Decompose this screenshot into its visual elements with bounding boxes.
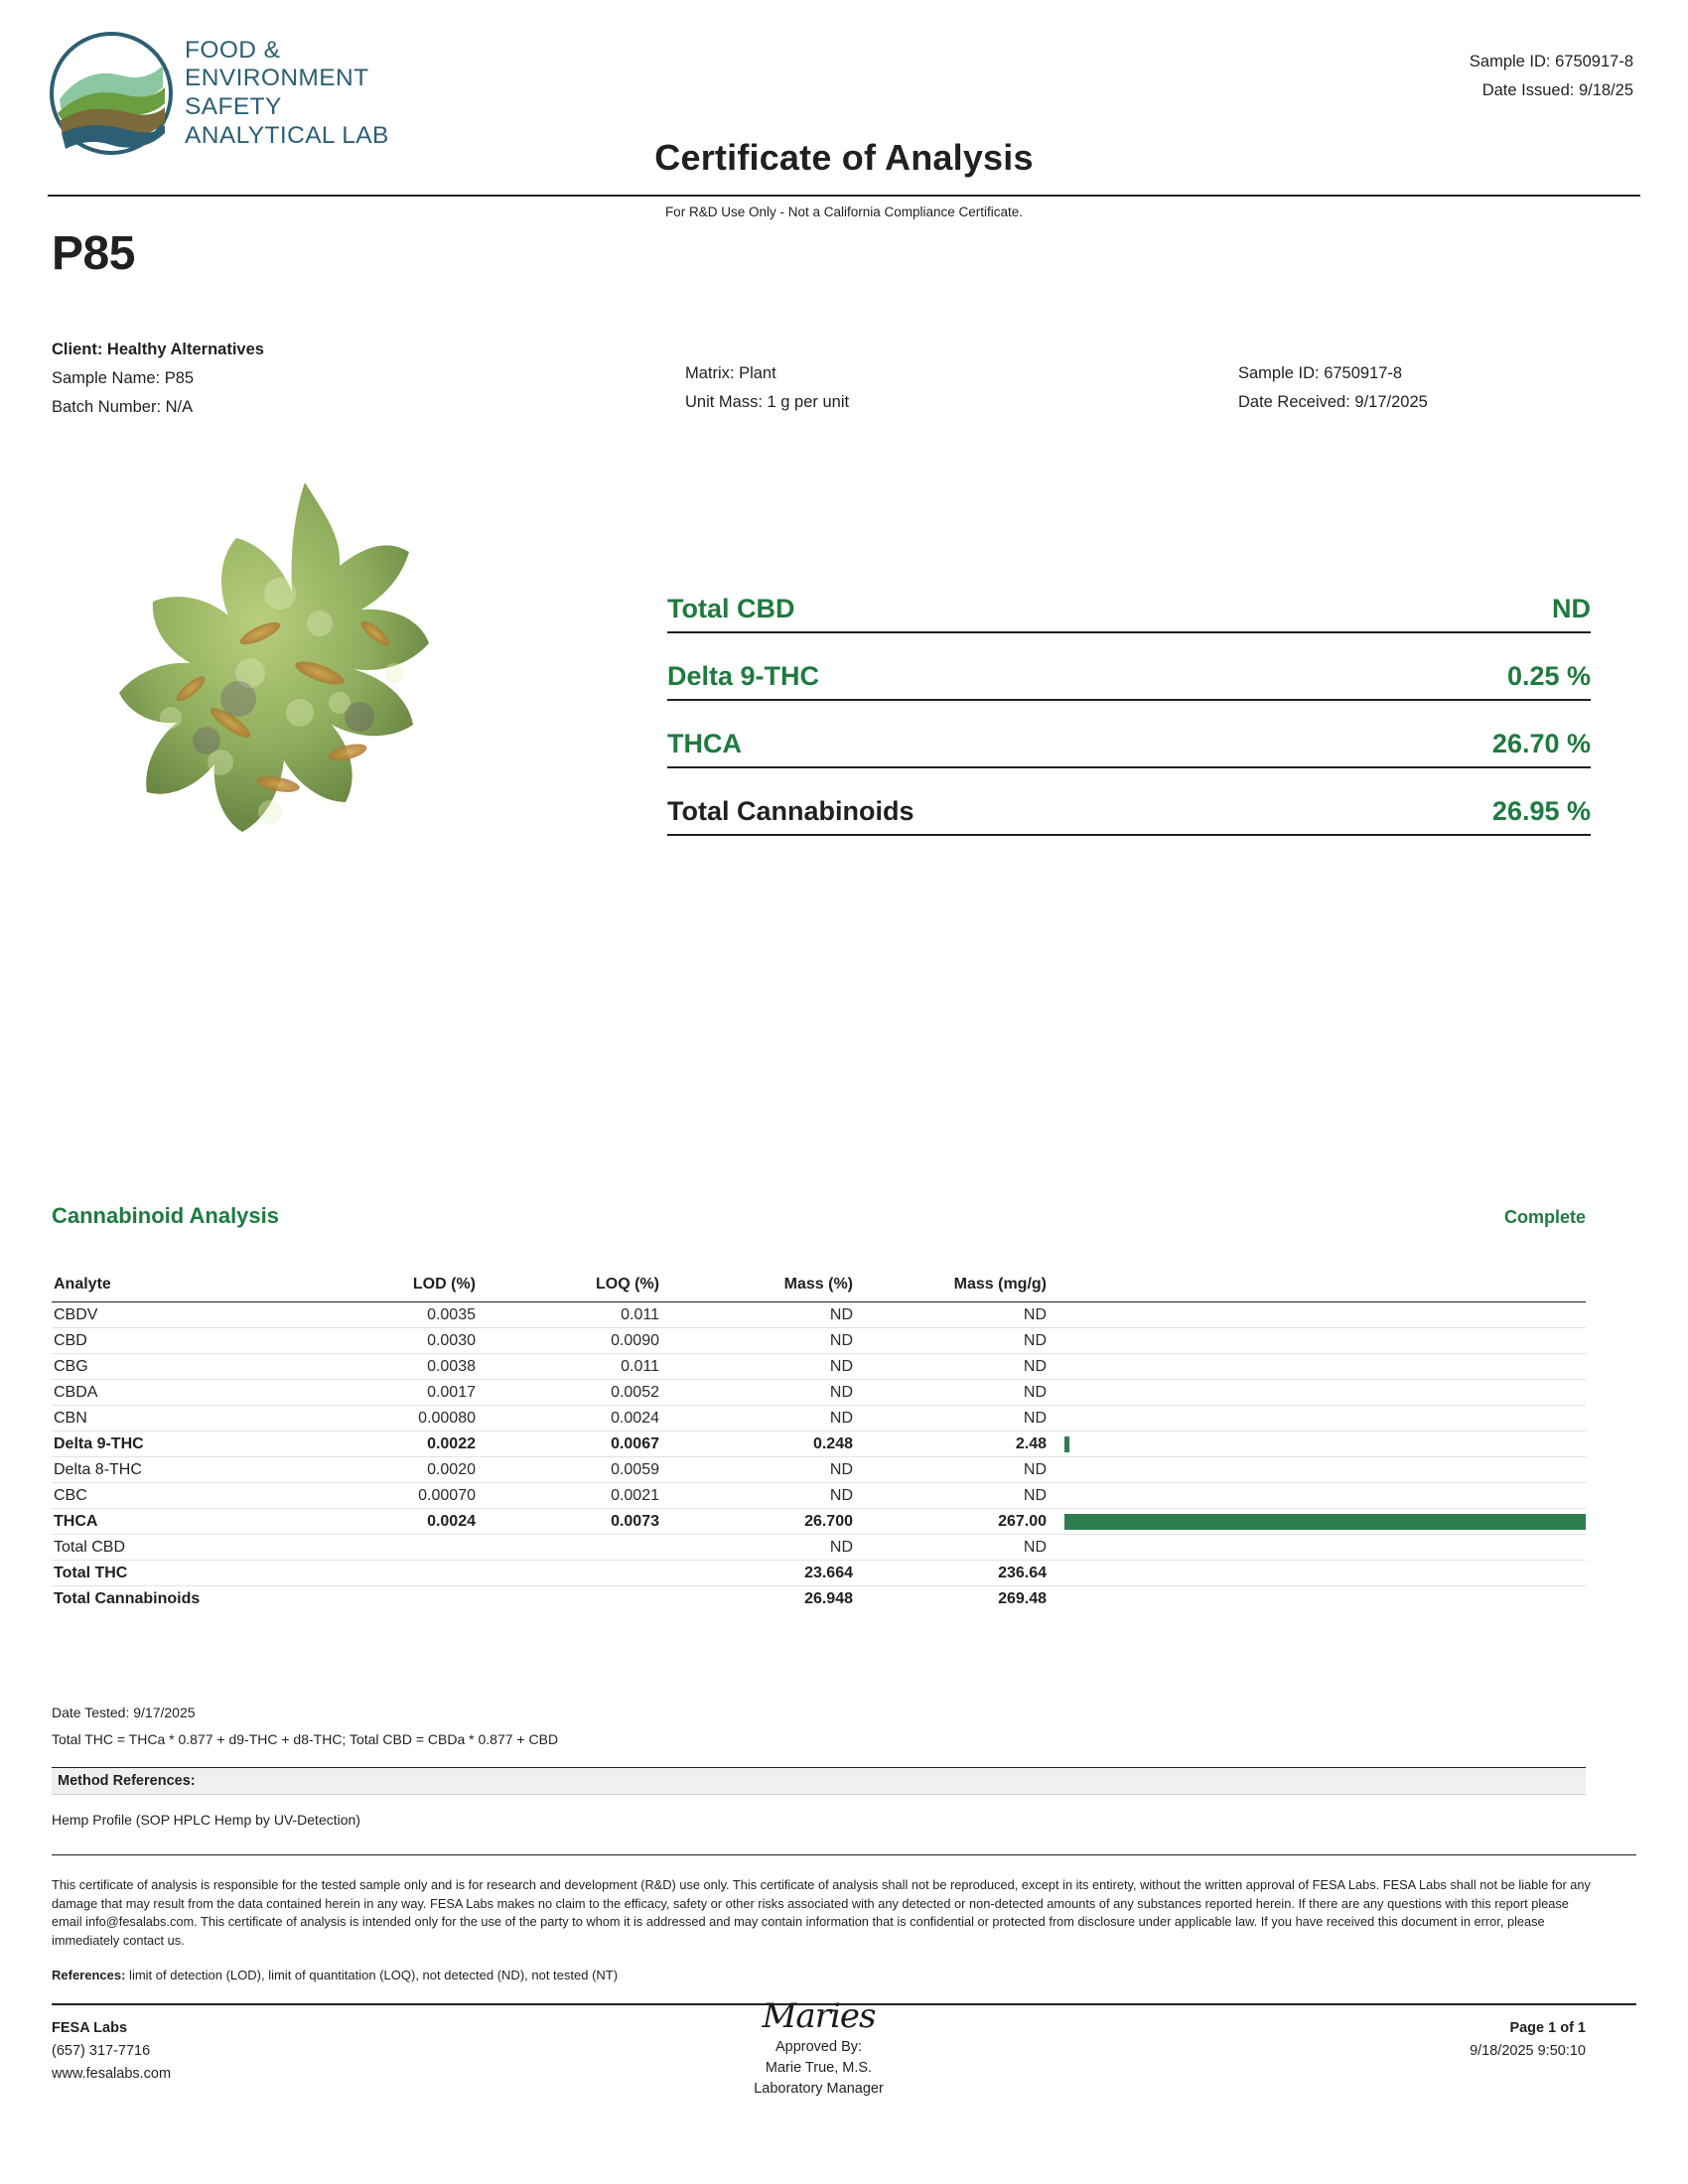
cell-mass-pct: ND bbox=[669, 1457, 863, 1483]
summary-row-thca bbox=[667, 723, 1591, 768]
header-sample-meta bbox=[1470, 48, 1633, 105]
status-badge: Complete bbox=[1503, 1207, 1586, 1227]
summary-value: 26.70 % bbox=[1491, 729, 1591, 758]
cell-bar bbox=[1056, 1509, 1586, 1535]
cell-bar bbox=[1056, 1457, 1586, 1483]
cell-bar bbox=[1056, 1380, 1586, 1406]
cell-mass-pct: 23.664 bbox=[669, 1561, 863, 1586]
footer-timestamp: 9/18/2025 9:50:10 bbox=[1470, 2043, 1586, 2060]
client-name: Client: Healthy Alternatives bbox=[52, 341, 264, 358]
table-row bbox=[52, 1586, 1586, 1612]
table-row bbox=[52, 1302, 1586, 1328]
footer-lab-name: FESA Labs bbox=[52, 2020, 128, 2036]
table-row bbox=[52, 1406, 1586, 1432]
analyte-bar bbox=[1064, 1436, 1069, 1452]
cell-mass-mgg: ND bbox=[863, 1483, 1056, 1509]
cell-analyte: CBDA bbox=[52, 1380, 302, 1406]
table-row bbox=[52, 1457, 1586, 1483]
cell-mass-pct: 26.700 bbox=[669, 1509, 863, 1535]
cell-mass-mgg: 269.48 bbox=[998, 1589, 1047, 1607]
date-tested: Date Tested: 9/17/2025 bbox=[52, 1705, 196, 1720]
formula-note: Total THC = THCa * 0.877 + d9-THC + d8-THC; Total CBD = CBDa * 0.877 + CBD bbox=[52, 1730, 559, 1747]
methods-divider bbox=[52, 1854, 1636, 1855]
cell-lod: 0.0017 bbox=[302, 1380, 486, 1406]
cannabis-bud-photo-icon bbox=[111, 475, 508, 901]
footer-approval bbox=[52, 1996, 1586, 2100]
info-column-matrix bbox=[685, 336, 849, 417]
summary-label: Delta 9-THC bbox=[667, 661, 820, 691]
cell-analyte: CBDV bbox=[52, 1302, 302, 1328]
header-date-issued: Date Issued: 9/18/25 bbox=[1481, 80, 1633, 99]
logo-line-3: SAFETY bbox=[185, 93, 282, 120]
header-divider bbox=[48, 195, 1640, 197]
cell-lod bbox=[302, 1586, 486, 1612]
cell-bar bbox=[1056, 1483, 1586, 1509]
summary-label: Total Cannabinoids bbox=[667, 796, 914, 826]
cell-bar bbox=[1056, 1535, 1586, 1561]
col-loq: LOQ (%) bbox=[486, 1274, 669, 1302]
cell-mass-pct: ND bbox=[669, 1328, 863, 1354]
sample-name-field: Sample Name: P85 bbox=[52, 368, 195, 387]
cell-loq: 0.011 bbox=[486, 1302, 669, 1328]
cell-mass-pct: ND bbox=[669, 1535, 863, 1561]
cell-analyte: CBG bbox=[52, 1354, 302, 1380]
cell-analyte: THCA bbox=[52, 1509, 302, 1535]
table-row bbox=[52, 1535, 1586, 1561]
col-bar-chart bbox=[1056, 1274, 1586, 1302]
cell-loq: 0.0067 bbox=[486, 1432, 669, 1457]
cell-bar bbox=[1056, 1354, 1586, 1380]
cell-loq: 0.011 bbox=[486, 1354, 669, 1380]
date-received-field: Date Received: 9/17/2025 bbox=[1238, 392, 1428, 411]
cell-mass-pct: 0.248 bbox=[669, 1432, 863, 1457]
cell-lod: 0.0035 bbox=[302, 1302, 486, 1328]
cell-lod: 0.0024 bbox=[302, 1509, 486, 1535]
summary-value: ND bbox=[1552, 594, 1591, 623]
unit-mass-field: Unit Mass: 1 g per unit bbox=[685, 392, 850, 411]
matrix-field: Matrix: Plant bbox=[685, 364, 776, 382]
cell-lod: 0.0020 bbox=[302, 1457, 486, 1483]
table-row bbox=[52, 1354, 1586, 1380]
cell-analyte: CBC bbox=[52, 1483, 302, 1509]
table-row bbox=[52, 1432, 1586, 1457]
cell-mass-mgg: ND bbox=[863, 1354, 1056, 1380]
cell-bar bbox=[1056, 1561, 1586, 1586]
section-title: Cannabinoid Analysis bbox=[52, 1203, 280, 1228]
cell-loq: 0.0073 bbox=[486, 1509, 669, 1535]
cell-analyte: Total THC bbox=[52, 1561, 302, 1586]
cell-loq bbox=[486, 1586, 669, 1612]
cell-mass-mgg: ND bbox=[863, 1380, 1056, 1406]
cannabinoid-section-header bbox=[52, 1203, 1586, 1229]
lab-logo-text bbox=[185, 37, 389, 151]
references-text: limit of detection (LOD), limit of quantitation (LOQ), not detected (ND), not tested (NT) bbox=[125, 1968, 619, 1982]
table-header-row bbox=[52, 1274, 1586, 1302]
cell-analyte: Total Cannabinoids bbox=[54, 1589, 201, 1607]
document-footer bbox=[52, 1996, 1586, 2136]
cannabinoid-table bbox=[52, 1274, 1586, 1611]
sample-id-field: Sample ID: 6750917-8 bbox=[1238, 364, 1403, 382]
cell-lod: 0.0030 bbox=[302, 1328, 486, 1354]
cell-loq: 0.0024 bbox=[486, 1406, 669, 1432]
summary-row-total-cannabinoids bbox=[667, 790, 1591, 836]
cell-loq: 0.0090 bbox=[486, 1328, 669, 1354]
cell-loq: 0.0059 bbox=[486, 1457, 669, 1483]
table-body bbox=[52, 1302, 1586, 1612]
header-sample-id: Sample ID: 6750917-8 bbox=[1469, 53, 1633, 70]
cell-mass-mgg: ND bbox=[863, 1328, 1056, 1354]
cell-analyte: CBN bbox=[52, 1406, 302, 1432]
summary-label: Total CBD bbox=[667, 594, 795, 623]
test-notes bbox=[52, 1700, 1586, 1752]
cell-loq: 0.0021 bbox=[486, 1483, 669, 1509]
cell-loq bbox=[486, 1561, 669, 1586]
cell-mass-mgg: ND bbox=[863, 1535, 1056, 1561]
cell-lod: 0.00080 bbox=[302, 1406, 486, 1432]
cell-mass-mgg: 236.64 bbox=[863, 1561, 1056, 1586]
logo-line-1: FOOD & bbox=[185, 36, 281, 64]
cell-mass-pct: ND bbox=[669, 1302, 863, 1328]
table-row bbox=[52, 1561, 1586, 1586]
cell-mass-mgg: 267.00 bbox=[863, 1509, 1056, 1535]
cell-bar bbox=[1056, 1302, 1586, 1328]
approver-title: Laboratory Manager bbox=[754, 2081, 884, 2098]
cell-mass-pct: ND bbox=[669, 1380, 863, 1406]
disclaimer-text: This certificate of analysis is responsible for the tested sample only and is for research and development (R&D) use only. This certificate of analysis shall not be reproduced, except in its entirety, without the written approval of FESA Labs. FESA Labs shall not be liable for any damage that may result from the data contained herein in any way. FESA Labs makes no claim to the efficacy, safety or other risks associated with any detected or non-detected amounts of any substances reported herein. If there are any questions with this report please email info@fesalabs.com. This certificate of analysis is intended only for the use of the party to whom it is addressed and may contain information that is confidential or protected from disclosure under applicable law. If you have received this document in error, please immediately contact us. bbox=[52, 1877, 1591, 1948]
info-column-client bbox=[52, 336, 264, 422]
cell-analyte: Delta 9-THC bbox=[52, 1432, 302, 1457]
rd-use-note: For R&D Use Only - Not a California Compliance Certificate. bbox=[664, 205, 1024, 219]
method-references-heading: Method References: bbox=[52, 1767, 1586, 1795]
references-line bbox=[52, 1968, 1586, 1982]
document-header bbox=[0, 0, 1688, 189]
table-row bbox=[52, 1483, 1586, 1509]
col-mass-mgg: Mass (mg/g) bbox=[863, 1274, 1056, 1302]
summary-label: THCA bbox=[667, 729, 742, 758]
cell-mass-pct: ND bbox=[669, 1406, 863, 1432]
cell-lod bbox=[302, 1561, 486, 1586]
cell-mass-mgg: 2.48 bbox=[863, 1432, 1056, 1457]
approved-by-label: Approved By: bbox=[774, 2039, 863, 2055]
batch-number-field: Batch Number: N/A bbox=[52, 397, 194, 416]
cell-analyte: Delta 8-THC bbox=[52, 1457, 302, 1483]
footer-website[interactable]: www.fesalabs.com bbox=[52, 2066, 172, 2083]
sample-name-heading: P85 bbox=[52, 227, 135, 280]
summary-table bbox=[667, 588, 1591, 858]
cell-mass-pct: 26.948 bbox=[804, 1589, 853, 1607]
info-column-ids bbox=[1238, 336, 1428, 417]
cell-lod: 0.0038 bbox=[302, 1354, 486, 1380]
logo-line-2: ENVIRONMENT bbox=[185, 65, 369, 92]
signature-image: Maries bbox=[762, 1996, 876, 2036]
logo-line-4: ANALYTICAL LAB bbox=[185, 121, 389, 149]
cell-lod: 0.00070 bbox=[302, 1483, 486, 1509]
cell-lod: 0.0022 bbox=[302, 1432, 486, 1457]
table-row bbox=[52, 1509, 1586, 1535]
table-row bbox=[52, 1328, 1586, 1354]
cell-loq bbox=[486, 1535, 669, 1561]
references-label: References: bbox=[52, 1968, 126, 1982]
cell-mass-pct: ND bbox=[669, 1354, 863, 1380]
analyte-bar bbox=[1064, 1514, 1586, 1530]
summary-value: 0.25 % bbox=[1506, 661, 1591, 691]
cell-bar bbox=[1056, 1586, 1586, 1612]
cell-mass-mgg: ND bbox=[863, 1302, 1056, 1328]
summary-row-delta9-thc bbox=[667, 655, 1591, 701]
table-row bbox=[52, 1380, 1586, 1406]
cell-bar bbox=[1056, 1328, 1586, 1354]
page-number: Page 1 of 1 bbox=[1509, 2020, 1586, 2036]
cell-mass-mgg: ND bbox=[863, 1457, 1056, 1483]
cell-analyte: CBD bbox=[52, 1328, 302, 1354]
footer-page-info bbox=[1470, 2017, 1586, 2063]
col-mass-pct: Mass (%) bbox=[669, 1274, 863, 1302]
col-analyte: Analyte bbox=[52, 1274, 302, 1302]
approver-name: Marie True, M.S. bbox=[765, 2060, 873, 2077]
summary-value: 26.95 % bbox=[1491, 796, 1591, 826]
page-title: Certificate of Analysis bbox=[654, 137, 1034, 178]
cell-mass-pct: ND bbox=[669, 1483, 863, 1509]
cell-loq: 0.0052 bbox=[486, 1380, 669, 1406]
cell-bar bbox=[1056, 1406, 1586, 1432]
sample-image bbox=[52, 445, 573, 1160]
cell-bar bbox=[1056, 1432, 1586, 1457]
footer-phone: (657) 317-7716 bbox=[52, 2043, 151, 2060]
cell-analyte: Total CBD bbox=[52, 1535, 302, 1561]
col-lod: LOD (%) bbox=[302, 1274, 486, 1302]
method-references-text: Hemp Profile (SOP HPLC Hemp by UV-Detection) bbox=[52, 1812, 360, 1828]
cell-lod bbox=[302, 1535, 486, 1561]
cell-mass-mgg: ND bbox=[863, 1406, 1056, 1432]
summary-row-total-cbd bbox=[667, 588, 1591, 633]
